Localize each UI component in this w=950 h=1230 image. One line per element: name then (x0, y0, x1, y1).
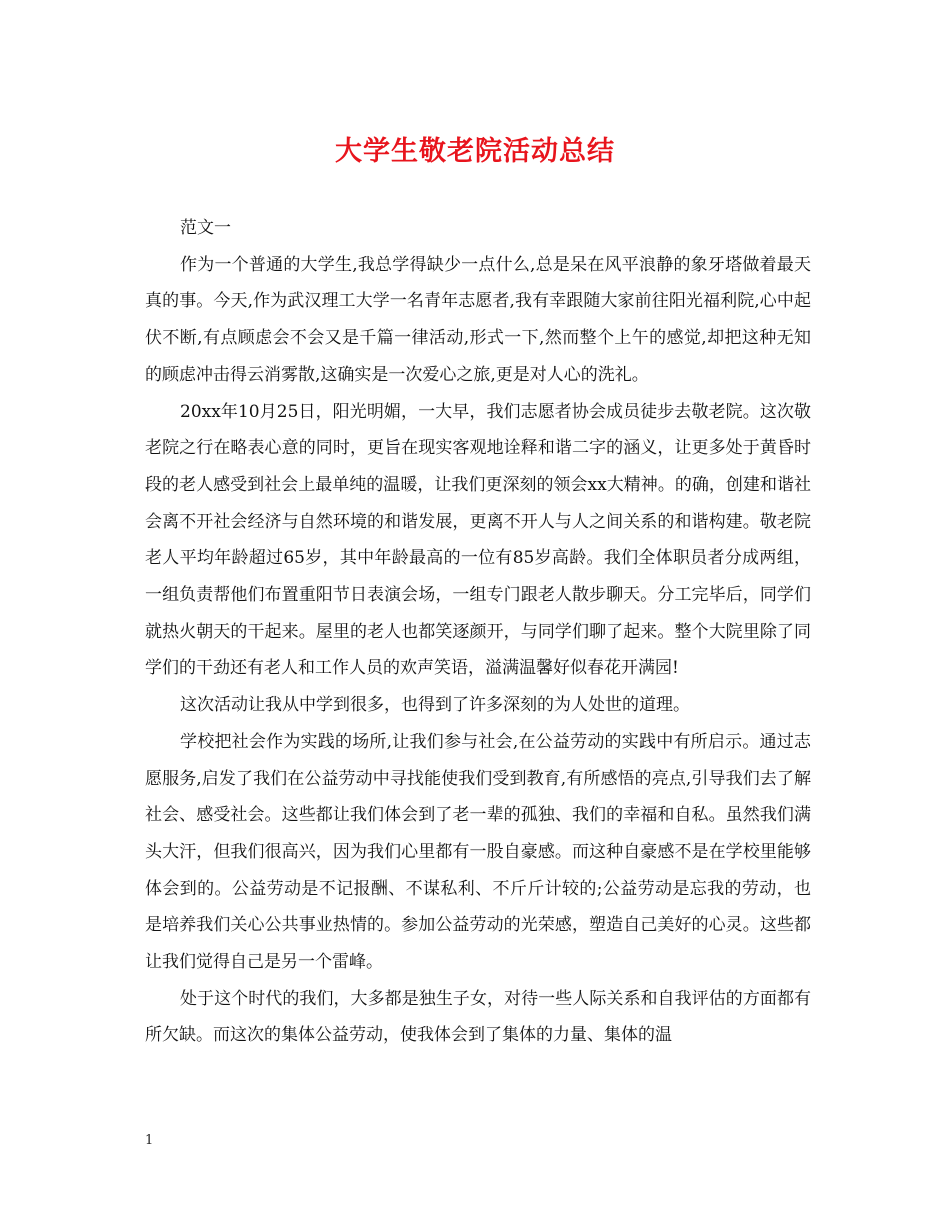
page-number: 1 (145, 1133, 154, 1148)
paragraph-5: 处于这个时代的我们，大多都是独生子女，对待一些人际关系和自我评估的方面都有所欠缺。而这次的集体公益劳动，使我体会到了集体的力量、集体的温 (145, 988, 811, 1046)
document-body (145, 210, 811, 1054)
paragraph-3: 这次活动让我从中学到很多，也得到了许多深刻的为人处世的道理。 (180, 695, 690, 716)
document-title: 大学生敬老院活动总结 (335, 136, 615, 167)
section-label: 范文一 (180, 218, 231, 238)
paragraph-4: 学校把社会作为实践的场所,让我们参与社会,在公益劳动的实践中有所启示。通过志愿服务,启发了我们在公益劳动中寻找能使我们受到教育,有所感悟的亮点,引导我们去了解社会、感受社会。这些都让我们体会到了老一辈的孤独、我们的幸福和自私。虽然我们满头大汗，但我们很高兴，因为我们心里都有一股自豪感。而这种自豪感不是在学校里能够体会到的。公益劳动是不记报酬、不谋私利、不斤斤计较的;公益劳动是忘我的劳动，也是培养我们关心公共事业热情的。参加公益劳动的光荣感，塑造自己美好的心灵。这些都让我们觉得自己是另一个雷峰。 (145, 731, 811, 973)
paragraph-2: 20xx年10月25日，阳光明媚，一大早，我们志愿者协会成员徒步去敬老院。这次敬老院之行在略表心意的同时，更旨在现实客观地诠释和谐二字的涵义，让更多处于黄昏时段的老人感受到社会上最单纯的温暖，让我们更深刻的领会xx大精神。的确，创建和谐社会离不开社会经济与自然环境的和谐发展，更离不开人与人之间关系的和谐构建。敬老院老人平均年龄超过65岁，其中年龄最高的一位有85岁高龄。我们全体职员者分成两组，一组负责帮他们布置重阳节日表演会场，一组专门跟老人散步聊天。分工完毕后，同学们就热火朝天的干起来。屋里的老人也都笑逐颜开，与同学们聊了起来。整个大院里除了同学们的干劲还有老人和工作人员的欢声笑语，溢满温馨好似春花开满园! (145, 401, 811, 679)
paragraph-1: 作为一个普通的大学生,我总学得缺少一点什么,总是呆在风平浪静的象牙塔做着最天真的事。今天,作为武汉理工大学一名青年志愿者,我有幸跟随大家前往阳光福利院,心中起伏不断,有点顾虑会不会又是千篇一律活动,形式一下,然而整个上午的感觉,却把这种无知的顾虑冲击得云消雾散,这确实是一次爱心之旅,更是对人心的洗礼。 (145, 254, 811, 385)
